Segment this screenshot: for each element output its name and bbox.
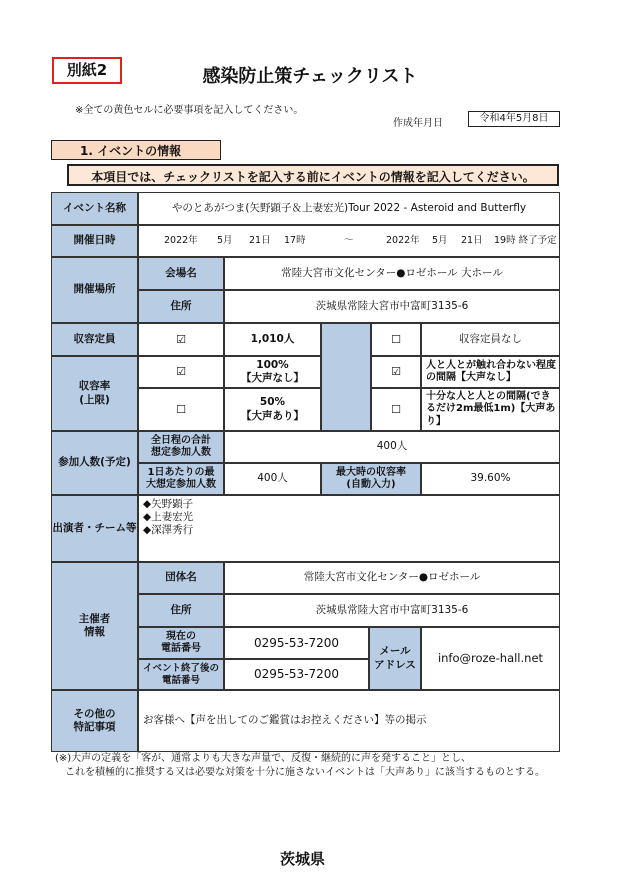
- start-year: 2022年: [164, 235, 198, 247]
- footnote: [55, 752, 565, 780]
- contact-label-2: 十分な人と人との間隔(できるだけ2m最低1m)【大声あり】: [421, 388, 560, 431]
- performer-item: ◆矢野顕子: [143, 498, 194, 510]
- blank-divider-cell: [321, 323, 371, 431]
- tilde: 〜: [344, 235, 354, 247]
- section-heading: 1. イベントの情報: [51, 140, 221, 160]
- contact-checkbox-1[interactable]: ☑: [371, 356, 421, 388]
- venue-label: 開催場所: [51, 257, 138, 323]
- rate50-checkbox[interactable]: ☐: [138, 388, 224, 431]
- max-rate-field[interactable]: 39.60%: [421, 463, 560, 495]
- no-capacity-label: 収容定員なし: [421, 323, 560, 356]
- daily-participants-label: 1日あたりの最 大想定参加人数: [138, 463, 224, 495]
- footnote-line-1: (※)大声の定義を「客が、通常よりも大きな声量で、反復・継続的に声を発すること」とし、: [55, 753, 471, 764]
- org-address-label: 住所: [138, 594, 224, 627]
- other-notes-label: その他の 特記事項: [51, 690, 138, 752]
- daily-participants-field[interactable]: 400人: [224, 463, 321, 495]
- datetime-label: 開催日時: [51, 225, 138, 257]
- phone-label: 現在の 電話番号: [138, 627, 224, 659]
- contact-label-1: 人と人とが触れ合わない程度の間隔【大声なし】: [421, 356, 560, 388]
- footnote-line-2: これを積極的に推奨する又は必要な対策を十分に施さないイベントは「大声あり」に該当するものとする。: [55, 767, 545, 778]
- no-capacity-checkbox[interactable]: ☐: [371, 323, 421, 356]
- end-day: 21日: [461, 235, 483, 247]
- phone-after-field[interactable]: 0295-53-7200: [224, 659, 369, 690]
- mail-field[interactable]: info@roze-hall.net: [421, 627, 560, 690]
- venue-address-field[interactable]: 茨城県常陸大宮市中富町3135-6: [224, 290, 560, 323]
- rate50-label: 50% 【大声あり】: [224, 388, 321, 431]
- start-month: 5月: [217, 235, 233, 247]
- rate100-label: 100% 【大声なし】: [224, 356, 321, 388]
- contact-checkbox-2[interactable]: ☐: [371, 388, 421, 431]
- venue-address-label: 住所: [138, 290, 224, 323]
- end-time: 19時 終了予定: [494, 235, 557, 247]
- event-info-table: [51, 192, 560, 752]
- created-date-label: 作成年月日: [393, 118, 443, 129]
- hall-name-field[interactable]: 常陸大宮市文化センター●ロゼホール 大ホール: [224, 257, 560, 290]
- capacity-label: 収容定員: [51, 323, 138, 356]
- start-time: 17時: [284, 235, 306, 247]
- performer-item: ◆上妻宏光: [143, 511, 194, 524]
- rate-label: 収容率 (上限): [51, 356, 138, 431]
- capacity-checkbox[interactable]: ☑: [138, 323, 224, 356]
- end-year: 2022年: [386, 235, 420, 247]
- org-name-label: 団体名: [138, 562, 224, 594]
- rate100-checkbox[interactable]: ☑: [138, 356, 224, 388]
- section-instruction: 本項目では、チェックリストを記入する前にイベントの情報を記入してください。: [67, 164, 559, 186]
- performers-field[interactable]: [138, 495, 560, 562]
- event-name-label: イベント名称: [51, 192, 138, 225]
- participants-label: 参加人数(予定): [51, 431, 138, 495]
- mail-label: メール アドレス: [369, 627, 421, 690]
- datetime-field[interactable]: [138, 225, 560, 257]
- org-address-field[interactable]: 茨城県常陸大宮市中富町3135-6: [224, 594, 560, 627]
- max-rate-label: 最大時の収容率 (自動入力): [321, 463, 421, 495]
- attachment-badge: 別紙2: [52, 57, 122, 84]
- total-participants-field[interactable]: 400人: [224, 431, 560, 463]
- performer-item: ◆深澤秀行: [143, 524, 194, 537]
- end-month: 5月: [432, 235, 448, 247]
- capacity-field[interactable]: 1,010人: [224, 323, 321, 356]
- page-title: 感染防止策チェックリスト: [202, 66, 418, 87]
- performers-label: 出演者・チーム等: [51, 495, 138, 562]
- total-participants-label: 全日程の合計 想定参加人数: [138, 431, 224, 463]
- other-notes-field[interactable]: お客様へ【声を出してのご鑑賞はお控えください】等の掲示: [138, 690, 560, 752]
- event-name-field[interactable]: やのとあがつま(矢野顕子＆上妻宏光)Tour 2022 - Asteroid and Butterfly: [138, 192, 560, 225]
- instruction-note: ※全ての黄色セルに必要事項を記入してください。: [75, 105, 304, 116]
- prefecture-name: 茨城県: [280, 850, 326, 868]
- phone-after-label: イベント終了後の 電話番号: [138, 659, 224, 690]
- start-day: 21日: [249, 235, 271, 247]
- phone-field[interactable]: 0295-53-7200: [224, 627, 369, 659]
- organizer-label: 主催者 情報: [51, 562, 138, 690]
- hall-name-label: 会場名: [138, 257, 224, 290]
- org-name-field[interactable]: 常陸大宮市文化センター●ロゼホール: [224, 562, 560, 594]
- created-date-field[interactable]: 令和4年5月8日: [468, 111, 560, 127]
